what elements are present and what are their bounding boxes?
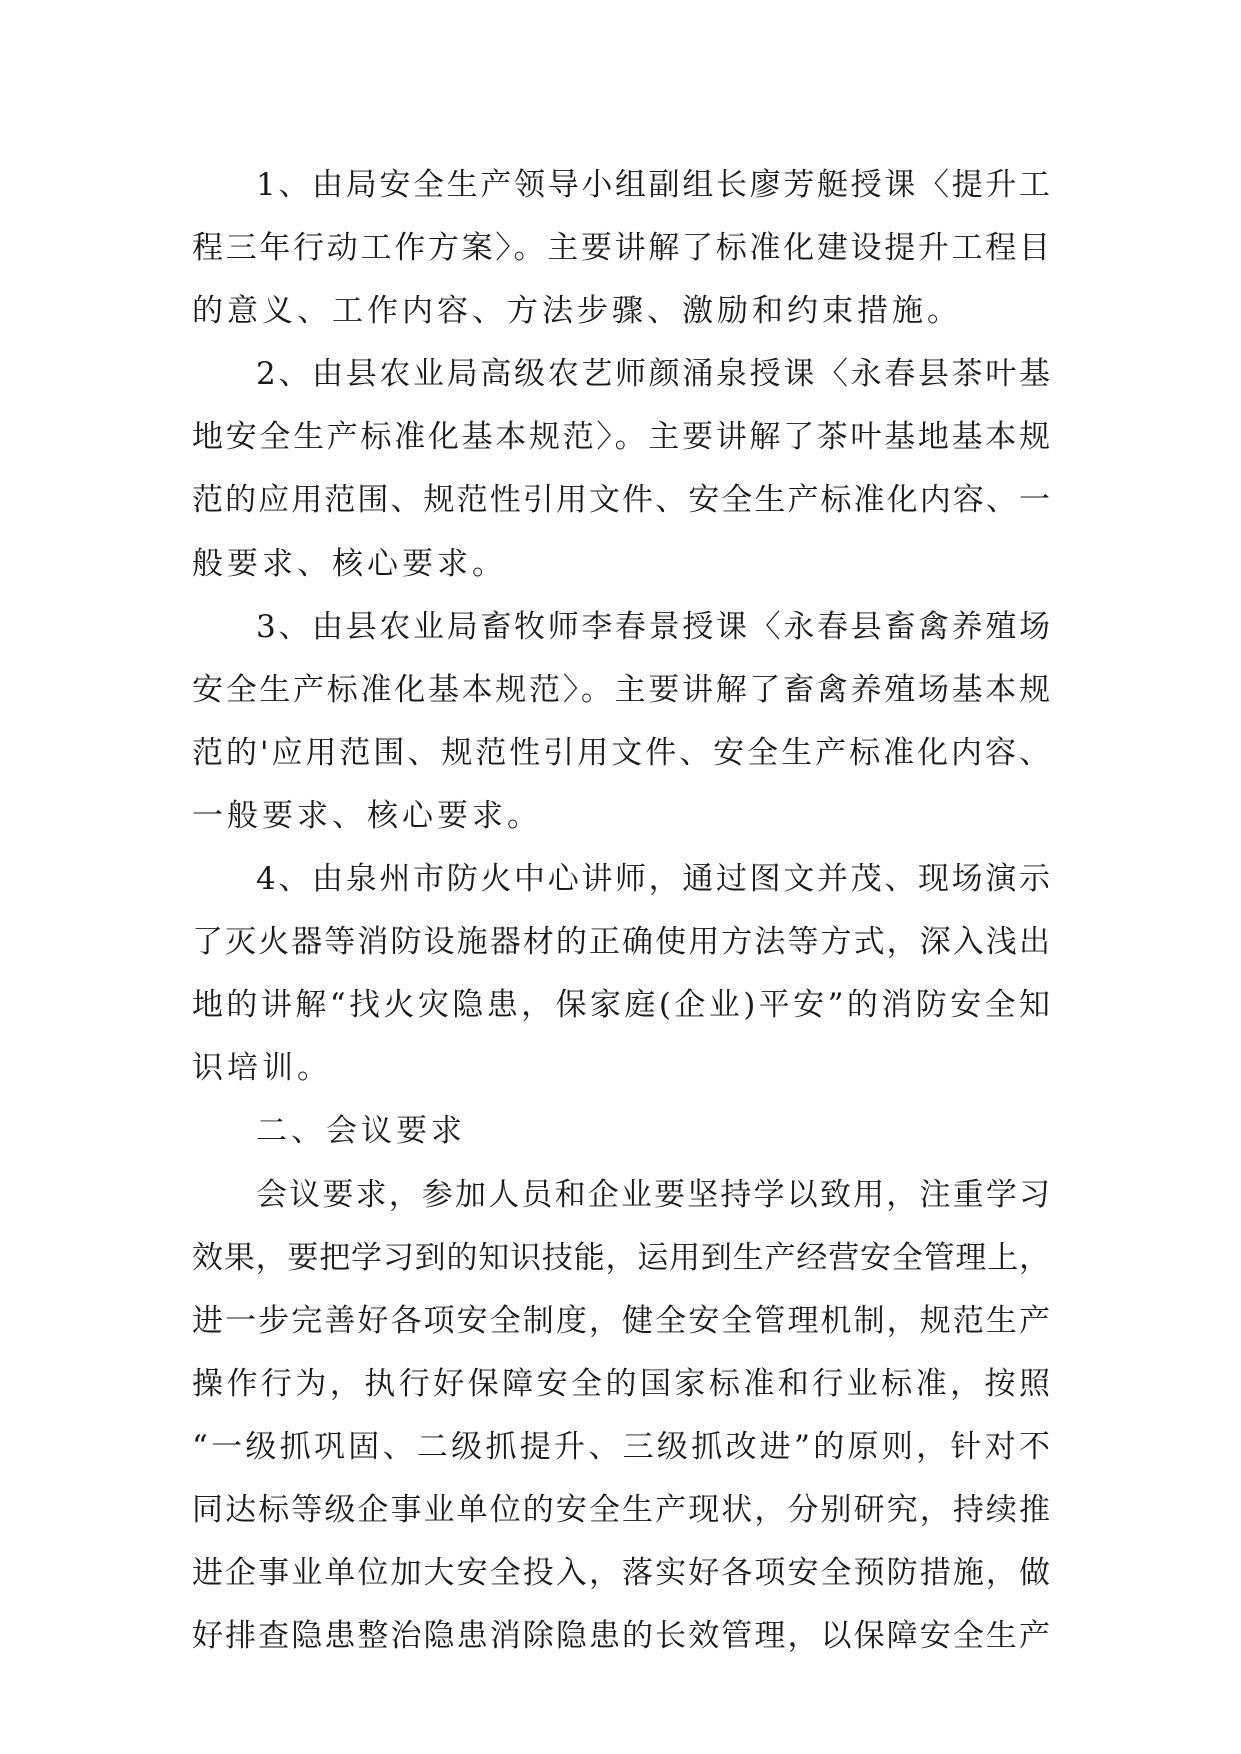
text-line: 地安全生产标准化基本规范〉。主要讲解了茶叶基地基本规 — [192, 419, 1050, 456]
text-line: 2、由县农业局高级农艺师颜涌泉授课〈永春县茶叶基 — [256, 356, 1050, 393]
paragraph-requirements — [192, 1164, 1050, 1669]
text-line: 识培训。 — [192, 1050, 332, 1087]
text-line: 般要求、核心要求。 — [192, 545, 507, 582]
section-heading — [192, 1100, 1050, 1163]
document-body — [192, 154, 1050, 1668]
text-line: 的意义、工作内容、方法步骤、激励和约束措施。 — [192, 293, 962, 330]
text-line: 效果，要把学习到的知识技能，运用到生产经营安全管理上， — [192, 1239, 1050, 1276]
text-line: 同达标等级企事业单位的安全生产现状，分别研究，持续推 — [192, 1491, 1050, 1528]
text-line: 地的讲解“找火灾隐患，保家庭(企业)平安”的消防安全知 — [192, 987, 1050, 1024]
text-line: 了灭火器等消防设施器材的正确使用方法等方式，深入浅出 — [192, 924, 1050, 961]
text-line: 一般要求、核心要求。 — [192, 797, 542, 834]
section-heading-text: 二、会议要求 — [256, 1113, 466, 1150]
text-line: 3、由县农业局畜牧师李春景授课〈永春县畜禽养殖场 — [256, 608, 1050, 645]
text-line: 进企事业单位加大安全投入，落实好各项安全预防措施，做 — [192, 1555, 1050, 1592]
text-line: 范的应用范围、规范性引用文件、安全生产标准化内容、一 — [192, 482, 1050, 519]
paragraph-item-4 — [192, 848, 1050, 1100]
text-line: 程三年行动工作方案〉。主要讲解了标准化建设提升工程目 — [192, 230, 1050, 267]
paragraph-item-2 — [192, 343, 1050, 595]
text-line: 好排查隐患整治隐患消除隐患的长效管理，以保障安全生产 — [192, 1618, 1050, 1655]
text-line: “一级抓巩固、二级抓提升、三级抓改进”的原则，针对不 — [192, 1428, 1050, 1465]
text-line: 会议要求，参加人员和企业要坚持学以致用，注重学习 — [256, 1176, 1050, 1213]
text-line: 1、由局安全生产领导小组副组长廖芳艇授课〈提升工 — [256, 167, 1050, 203]
text-line: 进一步完善好各项安全制度，健全安全管理机制，规范生产 — [192, 1302, 1050, 1339]
text-line: 4、由泉州市防火中心讲师，通过图文并茂、现场演示 — [256, 861, 1050, 898]
paragraph-item-3 — [192, 596, 1050, 848]
paragraph-item-1 — [192, 154, 1050, 343]
text-line: 范的'应用范围、规范性引用文件、安全生产标准化内容、 — [192, 734, 1050, 771]
text-line: 操作行为，执行好保障安全的国家标准和行业标准，按照 — [192, 1365, 1050, 1402]
text-line: 安全生产标准化基本规范〉。主要讲解了畜禽养殖场基本规 — [192, 671, 1050, 708]
